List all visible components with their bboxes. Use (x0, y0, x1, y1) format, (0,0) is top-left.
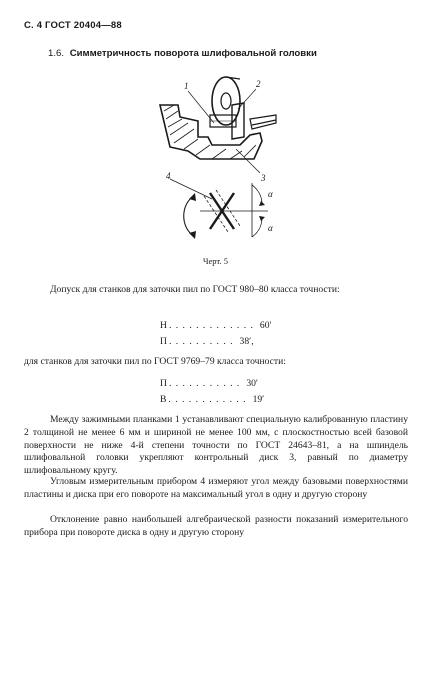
accuracy-class-label: П (160, 336, 167, 347)
tolerance-value: 19′ (252, 394, 265, 405)
section-title (48, 48, 317, 59)
paragraph-measurement: Угловым измерительным прибором 4 измеряют угол между базовыми поверхностями пластины и диска при его повороте на максимальный угол в одну и другую сторону (24, 476, 408, 500)
paragraph-deviation: Отклонение равно наибольшей алгебраической разности показаний измерительного прибора при повороте диска в одну и другую сторону (24, 514, 408, 538)
tolerance-row (160, 320, 272, 331)
paragraph-tolerance-second: для станков для заточки пил по ГОСТ 9769–79 класса точности: (24, 356, 286, 367)
tolerance-value: 38′, (239, 336, 254, 347)
paragraph-setup: Между зажимными планками 1 устанавливают специальную калиброванную пластину 2 толщиной не менее 6 мм и шириной не менее 100 мм, с плоскостностью всей базовой поверхности не ниже 4-й степени точности по ГОСТ 24643–81, а на шпиндель шлифовальной головки укрепляют контрольный диск 3, равный по диаметру шлифовальному кругу. (24, 414, 408, 477)
callout-3: 3 (261, 173, 266, 183)
leader-dots: . . . . . . . . . . . (168, 378, 241, 389)
technical-drawing (140, 75, 300, 255)
callout-4: 4 (166, 171, 171, 181)
angle-label-bottom: α (268, 223, 273, 233)
section-title-text: Симметричность поворота шлифовальной головки (69, 48, 317, 59)
accuracy-class-label: В (160, 394, 167, 405)
running-head: С. 4 ГОСТ 20404—88 (24, 20, 122, 31)
accuracy-class-label: П (160, 378, 167, 389)
tolerance-row (160, 378, 258, 389)
tolerance-value: 60′ (259, 320, 272, 331)
leader-dots: . . . . . . . . . . (168, 336, 234, 347)
tolerance-value: 30′ (246, 378, 259, 389)
section-number: 1.6. (48, 48, 65, 59)
leader-dots: . . . . . . . . . . . . (168, 394, 247, 405)
tolerance-row (160, 336, 254, 347)
callout-2: 2 (256, 79, 261, 89)
tolerance-row (160, 394, 264, 405)
callout-1: 1 (184, 81, 189, 91)
paragraph-tolerance-intro: Допуск для станков для заточки пил по ГОСТ 980–80 класса точности: (50, 284, 340, 295)
leader-dots: . . . . . . . . . . . . . (168, 320, 254, 331)
accuracy-class-label: Н (160, 320, 167, 331)
figure-caption: Черт. 5 (202, 256, 228, 266)
angle-label-top: α (268, 189, 273, 199)
